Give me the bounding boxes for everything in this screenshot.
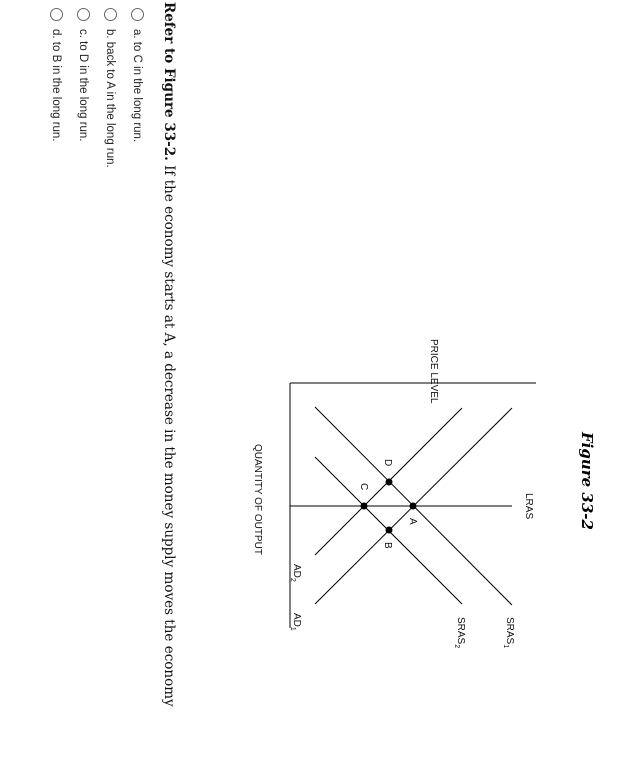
point-d [386,479,393,486]
ad1-label [289,613,302,631]
option-d-label: d. to B in the long run. [50,29,63,142]
point-b-label: B [382,542,393,549]
point-c-label: C [358,483,369,491]
point-c [361,503,368,510]
point-d-label: D [382,459,393,467]
sras1-label [502,617,515,648]
figure-title: Figure 33-2 [578,432,596,530]
svg-text:AD1: $AD_1$ [289,613,302,631]
svg-text:AD2: $AD_2$ [289,564,302,582]
radio-c[interactable] [77,8,90,21]
radio-b[interactable] [104,8,117,21]
option-c-label: c. to D in the long run. [77,29,90,142]
option-a-label: a. to C in the long run. [131,29,144,143]
option-a[interactable] [131,8,144,142]
x-axis-label: QUANTITY OF OUTPUT [252,444,263,555]
y-axis-label: PRICE LEVEL [428,339,439,404]
radio-a[interactable] [131,8,144,21]
question-text [161,2,177,707]
lras-label: LRAS [523,493,534,520]
question-body: If the economy starts at A, a decrease in the money supply moves the economy [161,160,177,707]
option-b-label: b. back to A in the long run. [104,29,117,168]
radio-d[interactable] [50,8,63,21]
question-ref: Refer to Figure 33-2. [161,2,177,161]
option-c[interactable] [77,8,90,142]
point-a-label: A [407,518,418,525]
point-a [410,503,417,510]
option-b[interactable] [104,8,117,168]
svg-text:SRAS1: $SRAS_1$ [502,617,515,649]
ad2-label [289,564,302,582]
sras2-label [453,617,466,648]
point-b [386,527,393,534]
option-d[interactable] [50,8,63,142]
svg-text:SRAS2: $SRAS_2$ [453,617,466,649]
